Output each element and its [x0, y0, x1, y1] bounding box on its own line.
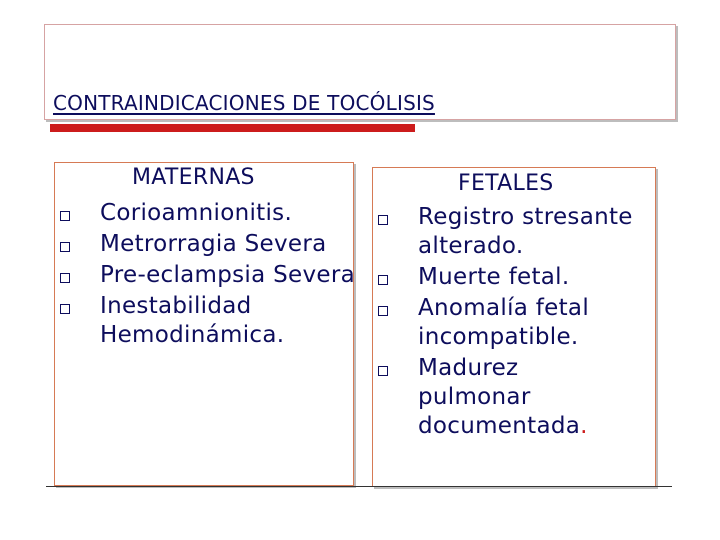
square-bullet-icon — [60, 211, 70, 221]
list-item — [378, 263, 638, 292]
red-period: . — [580, 413, 588, 439]
list-item-text: Muerte fetal. — [418, 264, 570, 290]
list-item-text: Anomalía fetal incompatible. — [418, 295, 590, 350]
bottom-divider — [46, 486, 672, 487]
fetales-heading: FETALES — [458, 171, 554, 196]
list-item-text: Registro stresante alterado. — [418, 204, 633, 259]
list-item-text: Madurez pulmonar documentada — [418, 355, 581, 439]
slide-title: CONTRAINDICACIONES DE TOCÓLISIS — [53, 91, 435, 115]
title-box — [44, 24, 676, 120]
list-item — [60, 261, 360, 290]
list-item-text: Metrorragia Severa — [100, 231, 327, 257]
square-bullet-icon — [60, 242, 70, 252]
square-bullet-icon — [378, 366, 388, 376]
list-item — [378, 203, 638, 261]
maternas-heading: MATERNAS — [132, 165, 255, 190]
square-bullet-icon — [378, 215, 388, 225]
square-bullet-icon — [60, 304, 70, 314]
list-item-text: Corioamnionitis. — [100, 200, 293, 226]
list-item-text: Pre-eclampsia Severa — [100, 262, 355, 288]
maternas-list — [60, 199, 360, 352]
list-item — [60, 292, 360, 350]
title-accent-bar — [50, 124, 415, 132]
list-item — [378, 294, 638, 352]
list-item — [60, 230, 360, 259]
fetales-list — [378, 203, 638, 443]
list-item — [60, 199, 360, 228]
square-bullet-icon — [378, 306, 388, 316]
square-bullet-icon — [60, 273, 70, 283]
list-item — [378, 354, 638, 441]
list-item-text: Inestabilidad Hemodinámica. — [100, 293, 285, 348]
square-bullet-icon — [378, 275, 388, 285]
